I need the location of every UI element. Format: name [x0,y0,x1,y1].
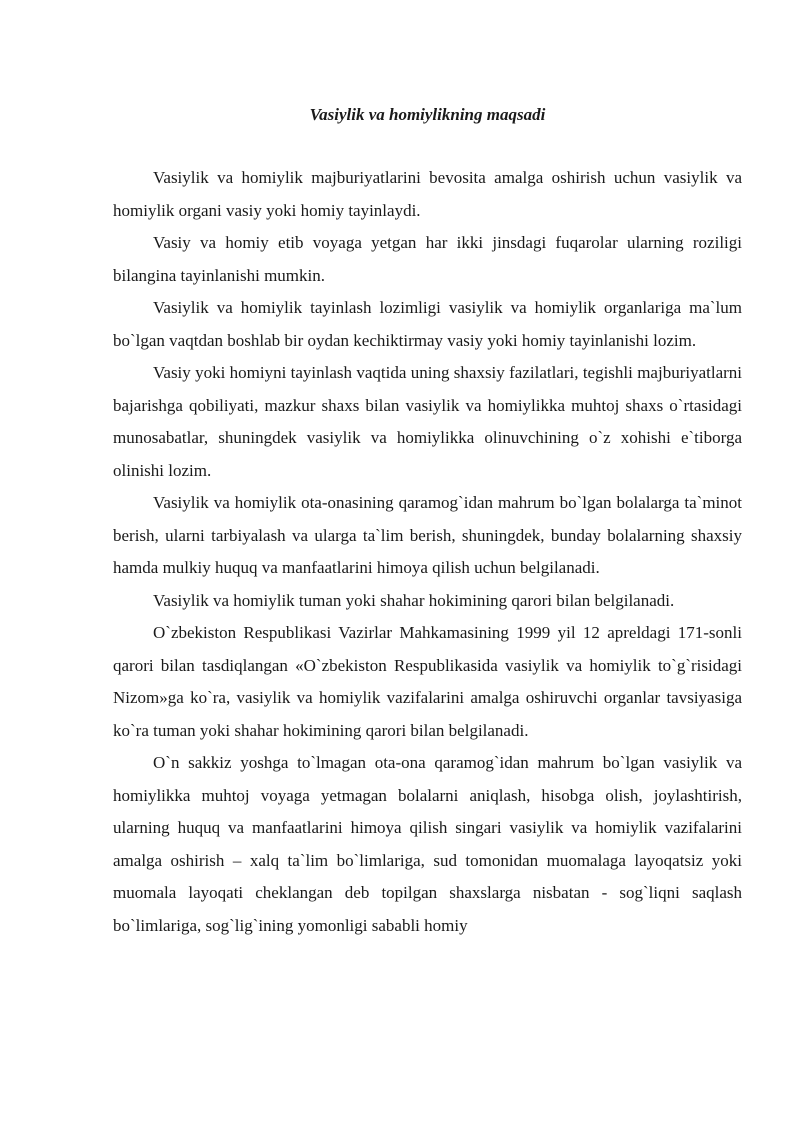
paragraph: O`zbekiston Respublikasi Vazirlar Mahkamasining 1999 yil 12 apreldagi 171-sonli qarori bilan tasdiqlangan «O`zbekiston Respublikasida vasiylik va homiylik to`g`risidagi Nizom»ga ko`ra, vasiylik va homiylik vazifalarini amalga oshiruvchi organlar tavsiyasiga ko`ra tuman yoki shahar hokimining qarori bilan belgilanadi. [113,623,742,740]
document-page [113,104,742,942]
paragraph: O`n sakkiz yoshga to`lmagan ota-ona qaramog`idan mahrum bo`lgan vasiylik va homiylikka muhtoj voyaga yetmagan bolalarni aniqlash, hisobga olish, joylashtirish, ularning huquq va manfaatlarini himoya qilish singari vasiylik va homiylik vazifalarini amalga oshirish – xalq ta`lim bo`limlariga, sud tomonidan muomalaga layoqatsiz yoki muomala layoqati cheklangan deb topilgan shaxslarga nisbatan - sog`liqni saqlash bo`limlariga, sog`lig`ining yomonligi sababli homiy [113,753,742,935]
paragraph: Vasiylik va homiylik tuman yoki shahar hokimining qarori bilan belgilanadi. [153,590,675,610]
paragraph: Vasiylik va homiylik majburiyatlarini bevosita amalga oshirish uchun vasiylik va homiylik organi vasiy yoki homiy tayinlaydi. [113,168,742,220]
paragraph: Vasiy va homiy etib voyaga yetgan har ikki jinsdagi fuqarolar ularning roziligi bilangina tayinlanishi mumkin. [113,233,742,285]
paragraph: Vasiy yoki homiyni tayinlash vaqtida uning shaxsiy fazilatlari, tegishli majburiyatlarni bajarishga qobiliyati, mazkur shaxs bilan vasiylik va homiylikka muhtoj shaxs o`rtasidagi munosabatlar, shuningdek vasiylik va homiylikka olinuvchining o`z xohishi e`tiborga olinishi lozim. [113,363,742,480]
document-title: Vasiylik va homiylikning maqsadi [309,105,546,124]
paragraph: Vasiylik va homiylik tayinlash lozimligi vasiylik va homiylik organlariga ma`lum bo`lgan vaqtdan boshlab bir oydan kechiktirmay vasiy yoki homiy tayinlanishi lozim. [113,298,742,350]
paragraph: Vasiylik va homiylik ota-onasining qaramog`idan mahrum bo`lgan bolalarga ta`minot berish, ularni tarbiyalash va ularga ta`lim berish, shuningdek, bunday bolalarning shaxsiy hamda mulkiy huquq va manfaatlarini himoya qilish uchun belgilanadi. [113,493,742,577]
